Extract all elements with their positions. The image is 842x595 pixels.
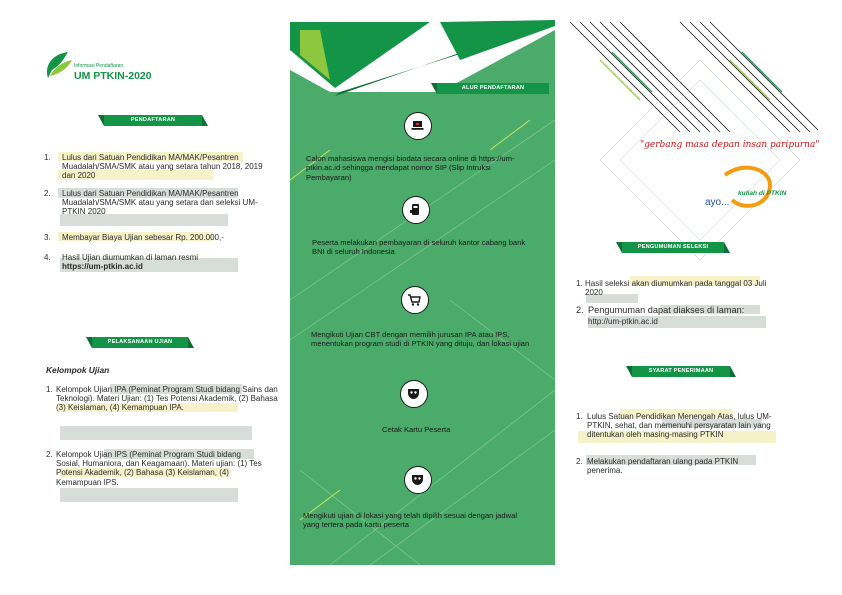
step-2-icon-circle xyxy=(402,196,430,224)
list-item: 2. xyxy=(46,450,53,459)
pelaksanaan-heading: PELAKSANAAN UJIAN xyxy=(92,337,188,348)
list-item: Lulus dari Satuan Pendidikan MA/MAK/Pesantren Muadalah/SMA/SMK atau yang setara dan seleksi UM-PTKIN 2020 xyxy=(62,189,258,217)
logo-title: UM PTKIN-2020 xyxy=(74,70,152,82)
pengumuman-link[interactable]: http://um-ptkin.ac.id xyxy=(588,317,658,326)
cart-icon xyxy=(407,292,422,307)
step-2-text: Peserta melakukan pembayaran di seluruh kantor cabang bank BNI di seluruh Indonesia xyxy=(312,238,526,257)
list-item: Kelompok Ujian IPS (Peminat Program Studi bidang Sosial, Humaniora, dan Keagamaan). Materi ujian: (1) Tes Potensi Akademik, (2) Bahasa (3) Keislaman, (4) Kemampuan IPS. xyxy=(56,450,262,487)
mask-icon xyxy=(406,386,421,401)
laptop-icon xyxy=(410,118,425,133)
pengumuman-heading: PENGUMUMAN SELEKSI xyxy=(622,242,724,253)
list-item: Kelompok Ujian IPA (Peminat Program Studi bidang Sains dan Teknologi). Materi Ujian: (1) Tes Potensi Akademik, (2) Bahasa (3) Keislaman, (4) Kemampuan IPA. xyxy=(56,385,278,413)
alur-heading: ALUR PENDAFTARAN xyxy=(437,83,549,94)
step-1-icon-circle xyxy=(404,112,432,140)
leaf-logo-icon xyxy=(42,48,76,82)
list-item: Membayar Biaya Ujian sebesar Rp. 200.000,- xyxy=(62,233,224,242)
step-3-text: Mengikuti Ujian CBT dengan memilih jurusan IPA atau IPS, menentukan program studi di PTKIN yang dituju, dan lokasi ujian xyxy=(311,330,530,349)
list-item: 4. xyxy=(44,253,51,262)
list-item: Lulus Satuan Pendidikan Menengah Atas, lulus UM-PTKIN, sehat, dan memenuhi persyaratan lain yang ditentukan oleh masing-masing PTKIN xyxy=(587,412,772,440)
logo xyxy=(42,48,182,88)
list-item: Melakukan pendaftaran ulang pada PTKIN penerima. xyxy=(587,457,739,476)
syarat-heading: SYARAT PENERIMAAN xyxy=(632,366,730,377)
step-4-icon-circle xyxy=(400,380,428,408)
step-4-text: Cetak Kartu Peserta xyxy=(382,425,451,434)
step-5-text: Mengikuti ujian di lokasi yang telah dipilih sesuai dengan jadwal yang tertera pada kartu peserta xyxy=(303,511,518,530)
list-item: 2. xyxy=(576,305,584,315)
pendaftaran-heading: PENDAFTARAN xyxy=(104,115,202,126)
list-item: Hasil Ujian diumumkan di laman resmi xyxy=(62,253,199,262)
payment-icon xyxy=(408,202,423,217)
step-5-icon-circle xyxy=(404,466,432,494)
list-item: Hasil seleksi akan diumumkan pada tanggal 03 Juli 2020 xyxy=(585,279,767,298)
list-item: 2. xyxy=(576,457,583,466)
list-item: 1. xyxy=(44,153,51,162)
list-item: Lulus dari Satuan Pendidikan MA/MAK/Pesantren Muadalah/SMA/SMK atau yang setara tahun 2018, 2019 dan 2020 xyxy=(62,153,263,181)
step-3-icon-circle xyxy=(401,286,429,314)
pendaftaran-link[interactable]: https://um-ptkin.ac.id xyxy=(62,262,143,271)
slogan-kuliah: kuliah di PTKIN xyxy=(738,190,787,197)
list-item: 1. xyxy=(576,412,583,421)
mask-icon xyxy=(410,472,425,487)
list-item: 2. xyxy=(44,189,51,198)
slogan-quote: "gerbang masa depan insan paripurna" xyxy=(640,140,820,150)
kelompok-ujian-subheading: Kelompok Ujian xyxy=(46,365,110,375)
list-item: 3. xyxy=(44,233,51,242)
slogan-ayo: ayo... xyxy=(705,197,730,208)
logo-small-text: Informasi Pendaftaran xyxy=(74,63,124,69)
list-item: Pengumuman dapat diakses di laman: xyxy=(588,305,745,315)
step-1-text: Calon mahasiswa mengisi biodata secara online di https://um-ptkin.ac.id sehingga mendapat nomor SIP (Slip Intruksi Pembayaran) xyxy=(306,154,515,182)
list-item: 1. xyxy=(46,385,53,394)
list-item: 1. xyxy=(576,279,583,288)
